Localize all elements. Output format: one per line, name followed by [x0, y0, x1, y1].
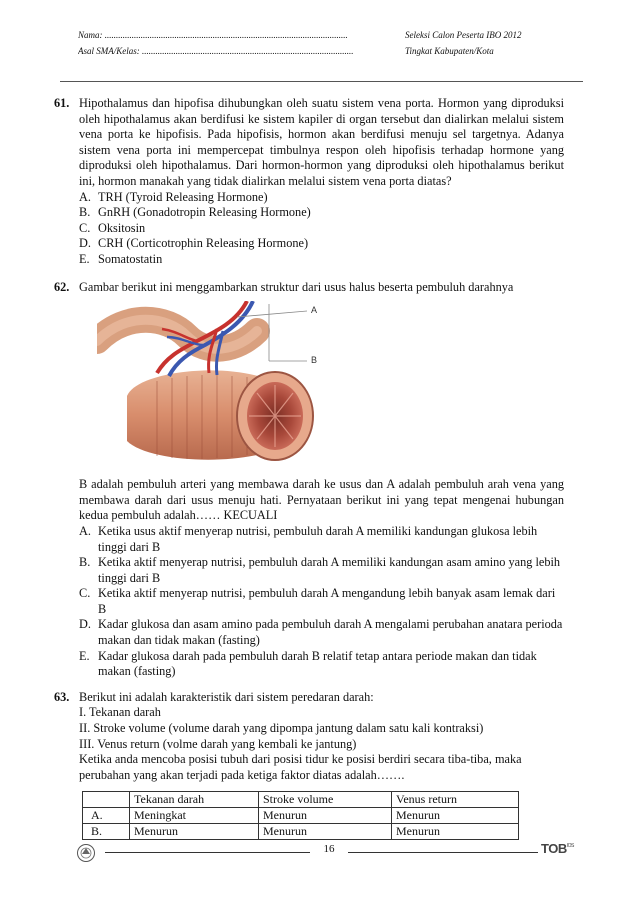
question-number: 63. — [54, 689, 70, 704]
option-d: D. Kadar glukosa dan asam amino pada pembuluh darah A mengalami perubahan anatara perioda makan dan tidak makan (fasting) — [79, 617, 563, 648]
table-header-cell: Tekanan darah — [130, 792, 259, 808]
intestine-figure — [79, 301, 564, 471]
option-b: B. Ketika aktif menyerap nutrisi, pembuluh darah A memiliki kandungan asam amino yang lebih tinggi dari B — [79, 555, 561, 585]
table-header-cell: Stroke volume — [259, 792, 392, 808]
table-header-cell — [83, 792, 130, 808]
table-cell: Menurun — [259, 824, 392, 840]
question-line-4: III. Venus return (volme darah yang kembali ke jantung) — [79, 736, 357, 751]
table-header-row — [83, 792, 519, 808]
header-right — [405, 27, 521, 59]
table-cell: A. — [83, 808, 130, 824]
page-number: 16 — [323, 843, 335, 855]
table-row — [83, 808, 519, 824]
table-cell: Menurun — [392, 808, 519, 824]
question-line-1: Berikut ini adalah karakteristik dari sistem peredaran darah: — [79, 689, 374, 704]
option-e: E. Somatostatin — [79, 251, 163, 266]
exam-level: Tingkat Kabupaten/Kota — [405, 46, 494, 56]
question-number: 61. — [54, 96, 70, 110]
tob-logo: $TOB^{IOS}$ — [541, 841, 574, 856]
question-text: B adalah pembuluh arteri yang membawa darah ke usus dan A adalah pembuluh arah vena yang membawa darah dari usus menuju hati. Pernyataan berikut ini yang tepat mengenai hubungan kedua pembuluh adalah…… KECUALI — [79, 477, 564, 523]
table-cell: Menurun — [130, 824, 259, 840]
table-header-cell: Venus return — [392, 792, 519, 808]
page-content — [54, 96, 564, 840]
question-number: 62. — [54, 279, 70, 294]
name-field-label: Nama: ............................................................................................................ — [78, 30, 348, 40]
option-d: D. CRH (Corticotrophin Releasing Hormone) — [79, 236, 309, 251]
option-c: C. Ketika aktif menyerap nutrisi, pembuluh darah A mengandung lebih banyak asam lemak dari B — [79, 586, 556, 616]
question-text: Hipothalamus dan hipofisa dihubungkan oleh suatu sistem vena porta. Hormon yang diproduksi oleh hipothalamus akan berdifusi ke sistem kapiler di organ tersebut dan dialirkan melalui sistem vena porta ke hipofisis. Pada hipofisis, hormon akan berdifusi menuju sel targetnya. Adanya sistem vena porta ini mempercepat timbulnya respon oleh hipofisis terhadap hormone yang diproduksi oleh hipothalamus. Dari hormon-hormon yang diproduksi oleh hipothalamus berikut ini, hormon manakah yang tidak dialirkan melalui sistem vena porta diatas? — [79, 96, 564, 188]
figure-label-b: B — [311, 355, 318, 366]
question-intro: Gambar berikut ini menggambarkan struktur dari usus halus beserta pembuluh darahnya — [79, 279, 514, 294]
intestine-illustration — [97, 301, 357, 469]
table-row — [83, 824, 519, 840]
exam-title: Seleksi Calon Peserta IBO 2012 — [405, 30, 522, 40]
emblem-icon — [76, 843, 96, 863]
figure-label-a: A — [311, 305, 318, 316]
option-a: A. Ketika usus aktif menyerap nutrisi, pembuluh darah A memiliki kandungan glukosa lebih tinggi dari B — [79, 523, 538, 554]
table-cell: Menurun — [392, 824, 519, 840]
question-line-2: I. Tekanan darah — [79, 705, 161, 720]
option-b: B. GnRH (Gonadotropin Releasing Hormone) — [79, 205, 311, 220]
school-field-label: Asal SMA/Kelas: .............................................................................................. — [78, 46, 354, 56]
question-text: Ketika anda mencoba posisi tubuh dari posisi tidur ke posisi berdiri secara tiba-tiba, maka perubahan yang akan terjadi pada ketiga faktor diatas adalah……. — [79, 752, 522, 782]
header-divider — [60, 81, 583, 82]
question-61 — [54, 96, 564, 268]
answer-table — [82, 791, 519, 840]
option-e: E. Kadar glukosa darah pada pembuluh darah B relatif tetap antara periode makan dan tidak makan (fasting) — [79, 648, 537, 679]
question-63 — [54, 690, 564, 841]
header-left — [78, 27, 393, 59]
option-a: A. TRH (Tyroid Releasing Hormone) — [79, 189, 268, 204]
table-cell: Meningkat — [130, 808, 259, 824]
footer-divider-left — [105, 852, 310, 853]
question-62 — [54, 280, 564, 680]
table-cell: Menurun — [259, 808, 392, 824]
table-cell: B. — [83, 824, 130, 840]
footer-divider-right — [348, 852, 538, 853]
option-c: C. Oksitosin — [79, 220, 146, 235]
question-line-3: II. Stroke volume (volume darah yang dipompa jantung dalam satu kali kontraksi) — [79, 721, 484, 736]
